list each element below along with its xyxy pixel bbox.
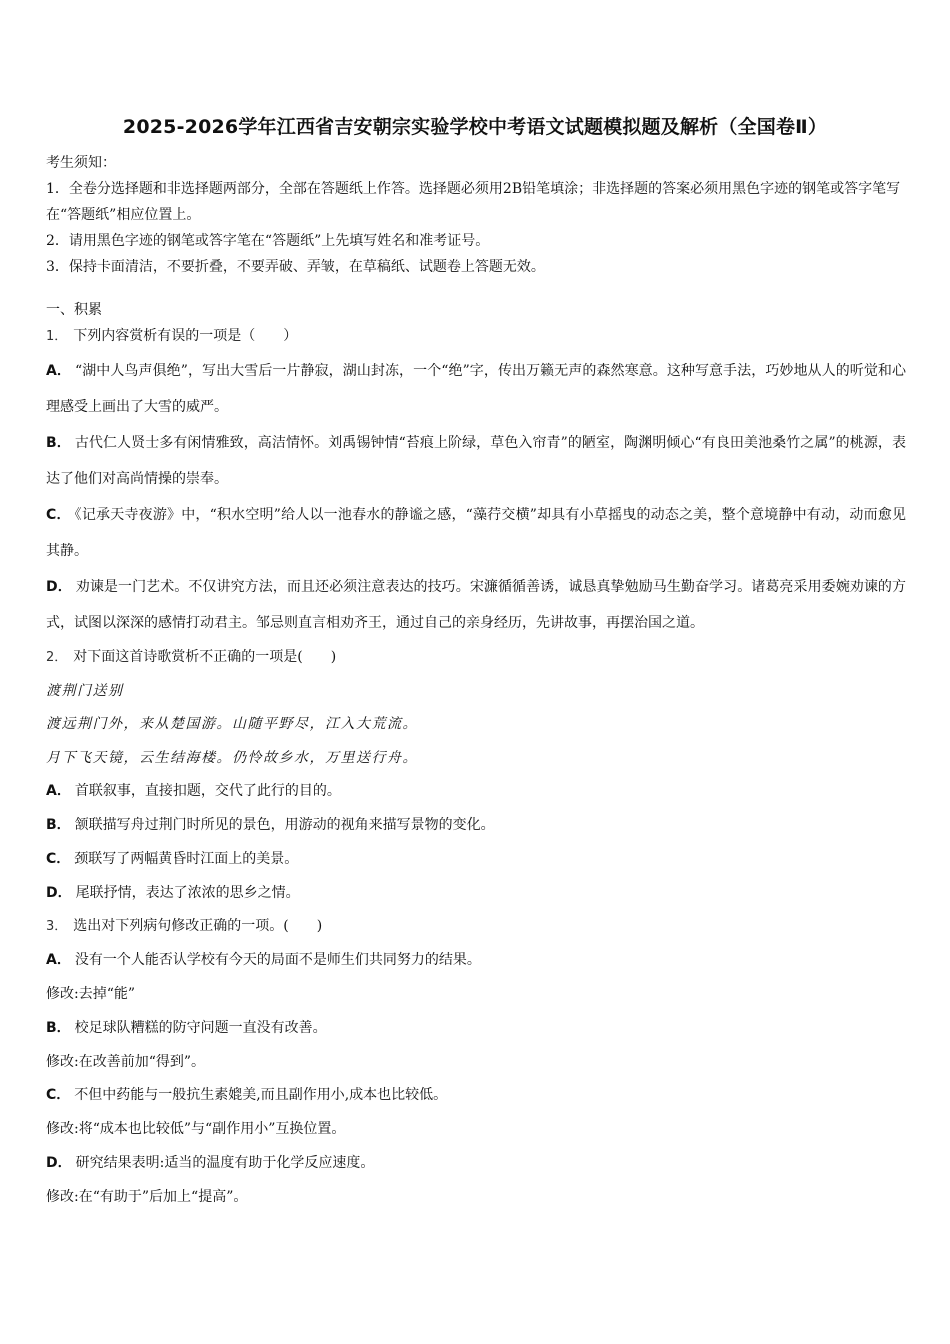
option-fix: 修改:在“有助于”后加上“提高”。 — [46, 1188, 248, 1205]
option-text: 不但中药能与一般抗生素媲美,而且副作用小,成本也比较低。 — [74, 1087, 448, 1104]
question-number: 1． — [46, 329, 68, 344]
option-label: B． — [46, 817, 71, 834]
option-text: 首联叙事，直接扣题，交代了此行的目的。 — [74, 783, 341, 800]
option-label: B． — [46, 435, 71, 451]
option-label: A． — [46, 363, 71, 379]
question-text: 对下面这首诗歌赏析不正确的一项是( ) — [73, 649, 337, 665]
question-text: 选出对下列病句修改正确的一项。( ) — [73, 918, 323, 935]
option-label: D． — [46, 884, 72, 901]
option-text: “湖中人鸟声俱绝”，写出大雪后一片静寂，湖山封冻，一个“绝”字，传出万籁无声的森然寒意。这种写意手法，巧妙地从人的听觉和心理感受上画出了大雪的威严。 — [46, 363, 906, 415]
option-text: 《记承天寺夜游》中，“积水空明”给人以一池春水的静谧之感，“藻荇交横”却具有小草摇曳的动态之美，整个意境静中有动，动而愈见其静。 — [46, 507, 906, 559]
option-label: A． — [46, 952, 71, 969]
option-b — [46, 425, 906, 497]
option-a — [46, 944, 906, 978]
option-text: 校足球队糟糕的防守问题一直没有改善。 — [74, 1019, 327, 1036]
option-label: D． — [46, 1155, 72, 1172]
option-d — [46, 1147, 906, 1181]
option-label: C． — [46, 1087, 71, 1104]
option-c — [46, 497, 906, 569]
notice-heading: 考生须知： — [46, 155, 116, 171]
poem-line: 渡远荆门外，来从楚国游。山随平野尽，江入大荒流。 — [46, 716, 418, 733]
question-stem — [46, 910, 906, 944]
option-label: C． — [46, 850, 71, 867]
option-d — [46, 569, 906, 641]
option-fix: 修改:将“成本也比较低”与“副作用小”互换位置。 — [46, 1121, 346, 1138]
option-label: C． — [46, 507, 71, 523]
option-fix: 修改:去掉“能” — [46, 986, 136, 1003]
option-label: D． — [46, 579, 72, 595]
option-fix: 修改:在改善前加“得到”。 — [46, 1053, 206, 1070]
option-text: 没有一个人能否认学校有今天的局面不是师生们共同努力的结果。 — [74, 952, 481, 969]
notice-item: 1．全卷分选择题和非选择题两部分，全部在答题纸上作答。选择题必须用2B铅笔填涂；非选择题的答案必须用黑色字迹的钢笔或答字笔写在“答题纸”相应位置上。 — [46, 181, 901, 223]
question-stem — [46, 641, 906, 675]
option-text: 颈联写了两幅黄昏时江面上的美景。 — [74, 850, 299, 867]
section-title: 一、积累 — [46, 302, 102, 318]
exam-notice — [46, 150, 906, 280]
question-stem — [46, 324, 906, 349]
option-label: A． — [46, 783, 71, 800]
question-3 — [46, 910, 906, 1214]
poem-title: 渡荆门送别 — [46, 682, 124, 699]
option-text: 尾联抒情，表达了浓浓的思乡之情。 — [75, 884, 300, 901]
page-title: 2025-2026学年江西省吉安朝宗实验学校中考语文试题模拟题及解析（全国卷Ⅱ） — [122, 116, 828, 138]
notice-item: 3．保持卡面清洁，不要折叠，不要弄破、弄皱，在草稿纸、试题卷上答题无效。 — [46, 259, 545, 275]
exam-content — [46, 298, 906, 1215]
option-text: 古代仁人贤士多有闲情雅致，高洁情怀。刘禹锡钟情“苔痕上阶绿，草色入帘青”的陋室，陶渊明倾心“有良田美池桑竹之属”的桃源，表达了他们对高尚情操的崇奉。 — [46, 435, 906, 487]
option-label: B． — [46, 1019, 71, 1036]
option-text: 研究结果表明:适当的温度有助于化学反应速度。 — [75, 1155, 375, 1172]
option-text: 劝谏是一门艺术。不仅讲究方法，而且还必须注意表达的技巧。宋濂循循善诱，诚恳真挚勉励马生勤奋学习。诸葛亮采用委婉劝谏的方式，试图以深深的感情打动君主。邹忌则直言相劝齐王，通过自己的亲身经历，先讲故事，再摆治国之道。 — [46, 579, 907, 631]
option-text: 颔联描写舟过荆门时所见的景色，用游动的视角来描写景物的变化。 — [74, 817, 495, 834]
question-1 — [46, 324, 906, 641]
question-number: 2． — [46, 650, 68, 665]
question-number: 3． — [46, 919, 68, 935]
notice-item: 2．请用黑色字迹的钢笔或答字笔在“答题纸”上先填写姓名和准考证号。 — [46, 233, 490, 249]
option-c — [46, 843, 906, 877]
question-text: 下列内容赏析有误的一项是（ ） — [73, 328, 298, 344]
question-2 — [46, 641, 906, 910]
option-b — [46, 809, 906, 843]
option-b — [46, 1012, 906, 1046]
option-c — [46, 1079, 906, 1113]
option-a — [46, 353, 906, 425]
poem-line: 月下飞天镜，云生结海楼。仍怜故乡水，万里送行舟。 — [46, 749, 418, 766]
option-a — [46, 775, 906, 809]
option-d — [46, 877, 906, 911]
